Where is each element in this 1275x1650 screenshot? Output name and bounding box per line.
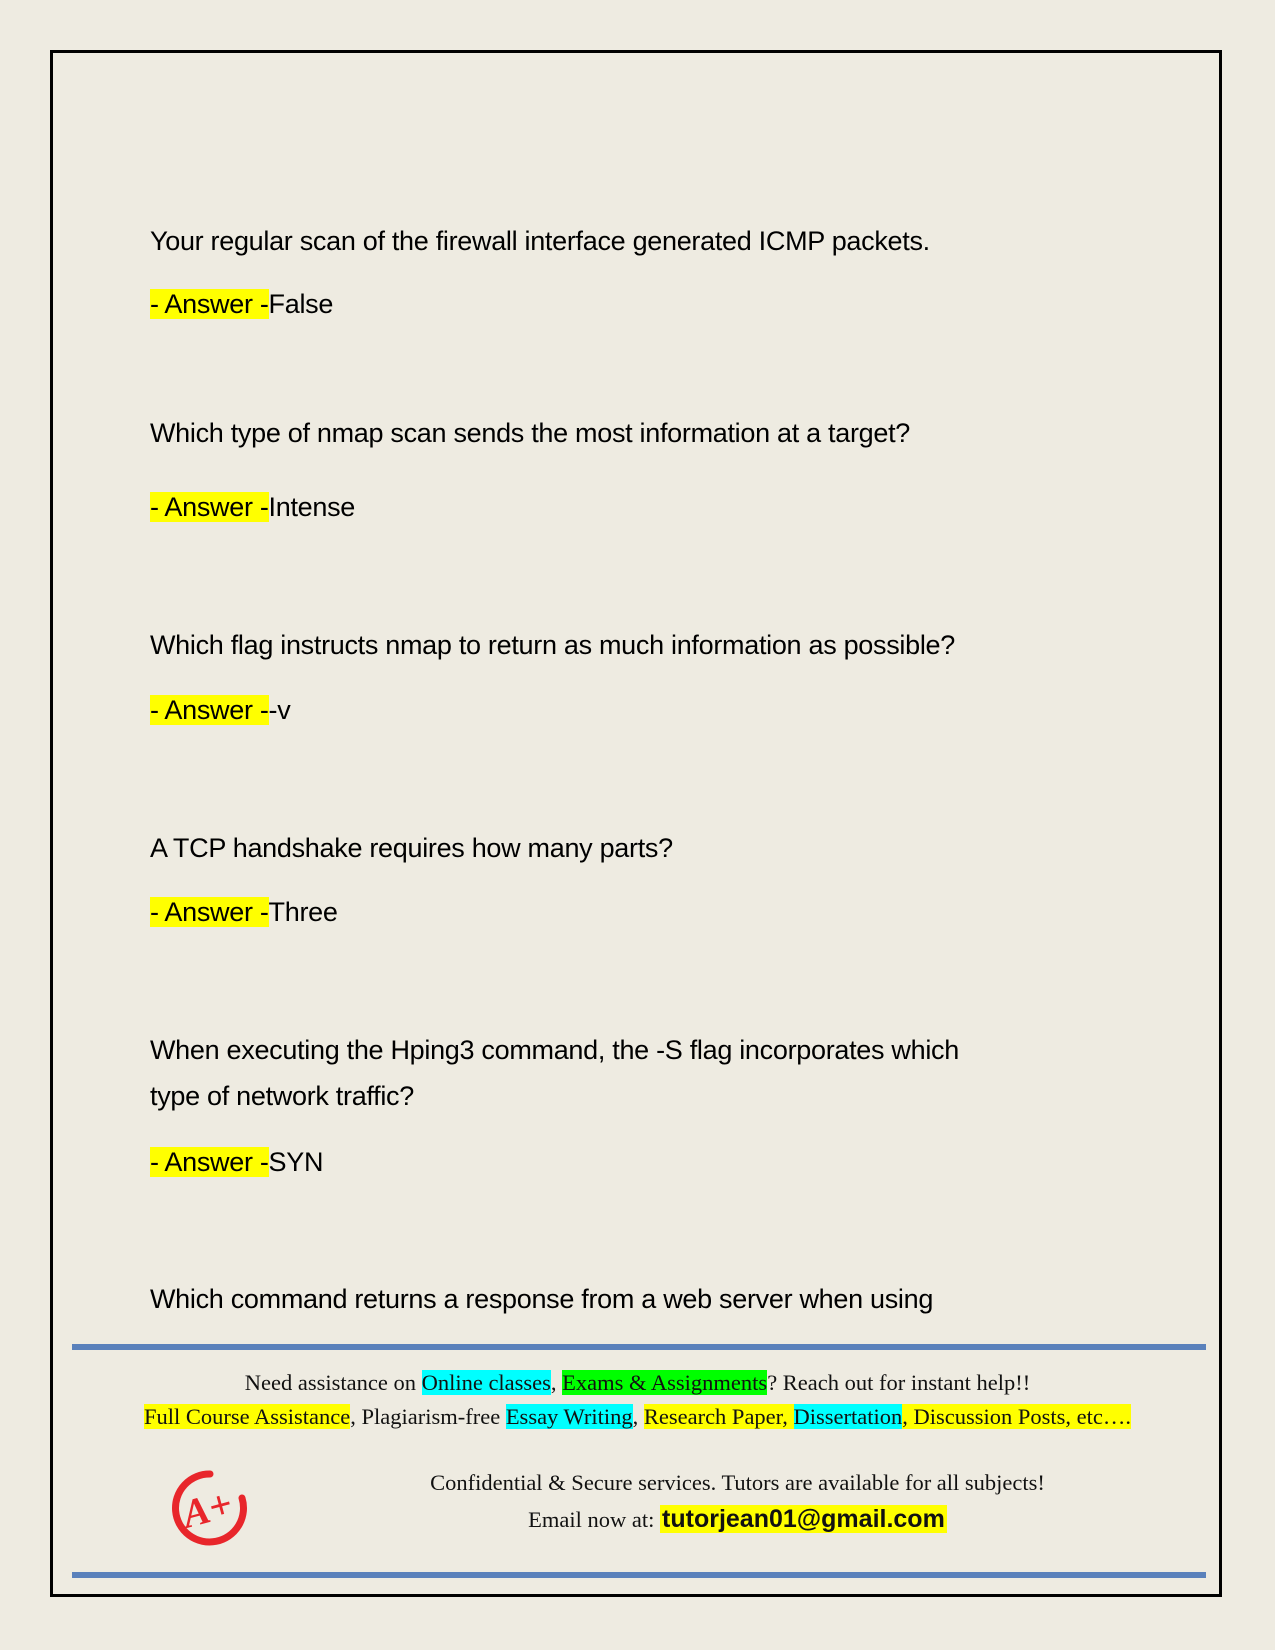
essay-highlight: Essay Writing [505, 1404, 633, 1429]
answer-value: Intense [268, 492, 355, 522]
footer-text: , Plagiarism-free [350, 1404, 506, 1429]
question-2: Which type of nmap scan sends the most information at a target? [150, 418, 911, 448]
question-1: Your regular scan of the firewall interface generated ICMP packets. [150, 226, 930, 256]
footer-top-rule [72, 1344, 1206, 1350]
answer-2 [150, 487, 355, 527]
footer-bottom-rule [72, 1572, 1206, 1578]
answer-label: - Answer - [150, 695, 269, 725]
footer-email-line [160, 1502, 1275, 1537]
full-course-highlight: Full Course Assistance [143, 1404, 351, 1429]
answer-1 [150, 284, 333, 324]
footer-text: , [632, 1404, 644, 1429]
answer-3 [150, 690, 290, 730]
question-4: A TCP handshake requires how many parts? [150, 833, 673, 863]
answer-value: False [268, 289, 334, 319]
svg-text:A+: A+ [177, 1480, 237, 1537]
answer-label: - Answer - [150, 897, 269, 927]
question-5-line-2: type of network traffic? [150, 1081, 414, 1111]
answer-4 [150, 892, 338, 932]
exams-highlight: Exams & Assignments [562, 1370, 768, 1395]
answer-label: - Answer - [150, 289, 269, 319]
footer-line-1 [60, 1366, 1215, 1400]
footer-text: , [550, 1370, 563, 1395]
question-3: Which flag instructs nmap to return as much information as possible? [150, 630, 955, 660]
answer-5 [150, 1142, 323, 1182]
footer-text: Need assistance on [244, 1370, 422, 1395]
answer-label: - Answer - [150, 492, 269, 522]
footer-text: ? Reach out for instant help!! [767, 1370, 1031, 1395]
discussion-highlight: , Discussion Posts, etc…. [902, 1404, 1132, 1429]
footer-line-2 [60, 1400, 1215, 1434]
answer-label: - Answer - [150, 1147, 269, 1177]
email-link[interactable]: tutorjean01@gmail.com [662, 1505, 945, 1533]
question-5-line-1: When executing the Hping3 command, the -S flag incorporates which [150, 1035, 959, 1065]
footer-line-3: Confidential & Secure services. Tutors are available for all subjects! [430, 1470, 1045, 1495]
question-6: Which command returns a response from a web server when using [150, 1284, 934, 1314]
dissertation-highlight: Dissertation [793, 1404, 903, 1429]
online-classes-highlight: Online classes [421, 1370, 551, 1395]
email-label: Email now at: [528, 1507, 661, 1532]
page-border [50, 50, 1222, 1597]
answer-value: SYN [268, 1147, 324, 1177]
research-highlight: Research Paper, [643, 1404, 794, 1429]
answer-value: -v [268, 695, 291, 725]
answer-value: Three [268, 897, 338, 927]
question-5 [150, 1027, 1110, 1119]
